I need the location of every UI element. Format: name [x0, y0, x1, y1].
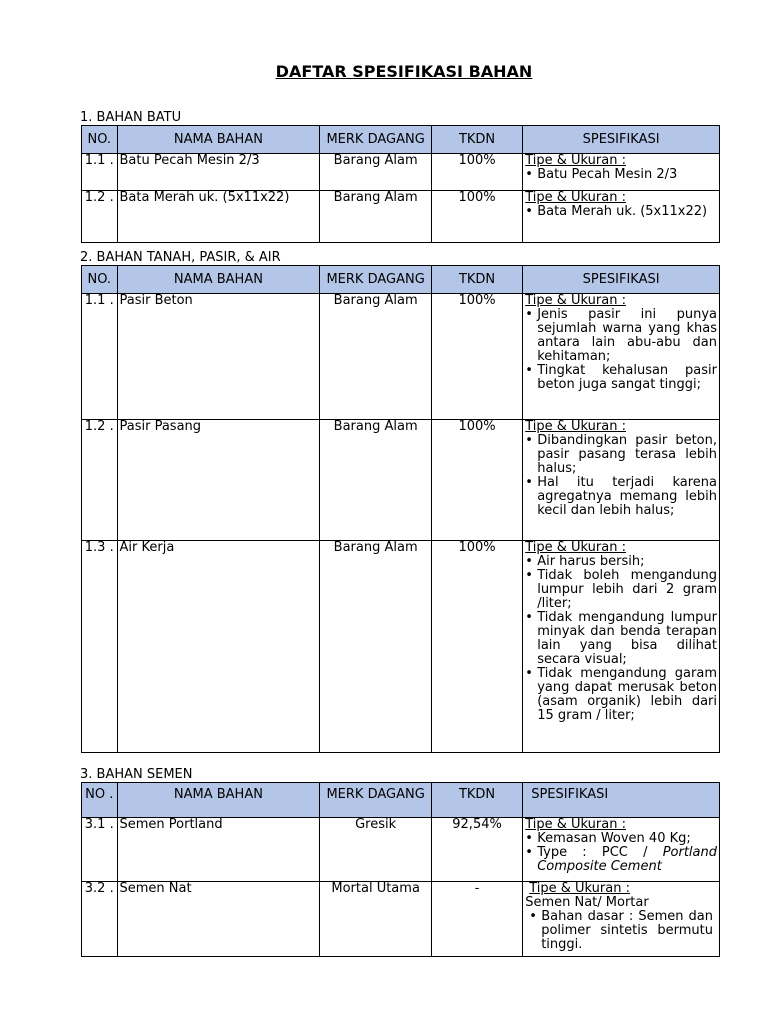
row-tkdn: - — [431, 882, 522, 957]
row-nama-bahan: Pasir Pasang — [117, 420, 320, 541]
row-tkdn: 100% — [431, 191, 522, 243]
table-header-row — [82, 783, 720, 818]
row-no: 1.2 . — [82, 191, 118, 243]
tipe-ukuran-label: Tipe & Ukuran : — [525, 540, 626, 555]
header-nama-bahan: NAMA BAHAN — [117, 126, 320, 154]
row-no: 1.1 . — [82, 154, 118, 191]
spec-bullet: • Batu Pecah Mesin 2/3 — [537, 168, 717, 182]
row-nama-bahan: Bata Merah uk. (5x11x22) — [117, 191, 320, 243]
row-no: 1.2 . — [82, 420, 118, 541]
tipe-ukuran-label: Tipe & Ukuran : — [525, 293, 626, 308]
row-spesifikasi — [523, 420, 720, 541]
header-merk-dagang: MERK DAGANG — [320, 783, 432, 818]
row-nama-bahan: Semen Portland — [117, 818, 320, 882]
spec-bullet: • Tidak mengandung lumpur minyak dan benda terapan lain yang bisa dilihat secara visual; — [537, 611, 717, 667]
row-tkdn: 100% — [431, 294, 522, 420]
row-merk: Barang Alam — [320, 420, 432, 541]
table-row — [82, 191, 720, 243]
header-spesifikasi: SPESIFIKASI — [523, 126, 720, 154]
tipe-ukuran-label: Tipe & Ukuran : — [529, 881, 630, 896]
header-tkdn: TKDN — [431, 783, 522, 818]
table-row — [82, 818, 720, 882]
row-spesifikasi — [523, 191, 720, 243]
row-spesifikasi — [523, 154, 720, 191]
header-tkdn: TKDN — [431, 126, 522, 154]
table-row — [82, 882, 720, 957]
spec-bullet: • Air harus bersih; — [537, 555, 717, 569]
tipe-ukuran-label: Tipe & Ukuran : — [525, 419, 626, 434]
table-header-row — [82, 126, 720, 154]
document-title: DAFTAR SPESIFIKASI BAHAN — [275, 62, 533, 81]
spec-bullet: • Dibandingkan pasir beton, pasir pasang terasa lebih halus; — [537, 434, 717, 476]
header-nama-bahan: NAMA BAHAN — [117, 783, 320, 818]
row-no: 1.3 . — [82, 541, 118, 753]
row-merk: Barang Alam — [320, 191, 432, 243]
header-no: NO . — [82, 783, 118, 818]
table-row — [82, 541, 720, 753]
header-nama-bahan: NAMA BAHAN — [117, 266, 320, 294]
row-merk: Mortal Utama — [320, 882, 432, 957]
row-no: 1.1 . — [82, 294, 118, 420]
spec-bullet — [537, 846, 717, 874]
header-tkdn: TKDN — [431, 266, 522, 294]
spec-bullet: • Tidak mengandung garam yang dapat merusak beton (asam organik) lebih dari 15 gram / liter; — [537, 667, 717, 723]
header-merk-dagang: MERK DAGANG — [320, 266, 432, 294]
spec-bullet: • Bata Merah uk. (5x11x22) — [537, 205, 717, 219]
header-spesifikasi: SPESIFIKASI — [523, 783, 720, 818]
row-tkdn: 100% — [431, 420, 522, 541]
spec-bullet: • Hal itu terjadi karena agregatnya memang lebih kecil dan lebih halus; — [537, 476, 717, 518]
row-nama-bahan: Pasir Beton — [117, 294, 320, 420]
header-spesifikasi: SPESIFIKASI — [523, 266, 720, 294]
spec-bullet: • Kemasan Woven 40 Kg; — [537, 832, 717, 846]
tipe-ukuran-label: Tipe & Ukuran : — [525, 153, 626, 168]
table-bahan-batu — [81, 125, 720, 243]
row-nama-bahan: Air Kerja — [117, 541, 320, 753]
spec-bullet: • Bahan dasar : Semen dan polimer sintetis bermutu tinggi. — [541, 910, 713, 952]
table-bahan-semen — [81, 782, 720, 957]
row-merk: Barang Alam — [320, 294, 432, 420]
tipe-ukuran-label: Tipe & Ukuran : — [525, 817, 626, 832]
row-tkdn: 92,54% — [431, 818, 522, 882]
tipe-ukuran-label: Tipe & Ukuran : — [525, 190, 626, 205]
spec-bullet: • Tingkat kehalusan pasir beton juga sangat tinggi; — [537, 364, 717, 392]
row-merk: Gresik — [320, 818, 432, 882]
header-no: NO. — [82, 126, 118, 154]
header-no: NO. — [82, 266, 118, 294]
spec-bullet: • Jenis pasir ini punya sejumlah warna yang khas antara lain abu-abu dan kehitaman; — [537, 308, 717, 364]
spec-type-italic: Portland Composite Cement — [537, 845, 717, 874]
row-spesifikasi — [523, 541, 720, 753]
section-heading-semen: 3. BAHAN SEMEN — [80, 767, 193, 782]
table-row — [82, 294, 720, 420]
row-merk: Barang Alam — [320, 541, 432, 753]
row-spesifikasi — [523, 882, 720, 957]
section-heading-tanah-pasir-air: 2. BAHAN TANAH, PASIR, & AIR — [80, 250, 281, 265]
spec-plain-text: Semen Nat/ Mortar — [525, 895, 649, 910]
header-merk-dagang: MERK DAGANG — [320, 126, 432, 154]
spec-bullet: • Tidak boleh mengandung lumpur lebih dari 2 gram /liter; — [537, 569, 717, 611]
row-tkdn: 100% — [431, 154, 522, 191]
table-bahan-tanah-pasir-air — [81, 265, 720, 753]
spec-type-text: Type : PCC / — [537, 845, 663, 860]
row-nama-bahan: Semen Nat — [117, 882, 320, 957]
row-merk: Barang Alam — [320, 154, 432, 191]
row-spesifikasi — [523, 294, 720, 420]
row-spesifikasi — [523, 818, 720, 882]
table-header-row — [82, 266, 720, 294]
row-no: 3.2 . — [82, 882, 118, 957]
row-tkdn: 100% — [431, 541, 522, 753]
row-no: 3.1 . — [82, 818, 118, 882]
row-nama-bahan: Batu Pecah Mesin 2/3 — [117, 154, 320, 191]
section-heading-batu: 1. BAHAN BATU — [80, 110, 182, 125]
table-row — [82, 154, 720, 191]
table-row — [82, 420, 720, 541]
